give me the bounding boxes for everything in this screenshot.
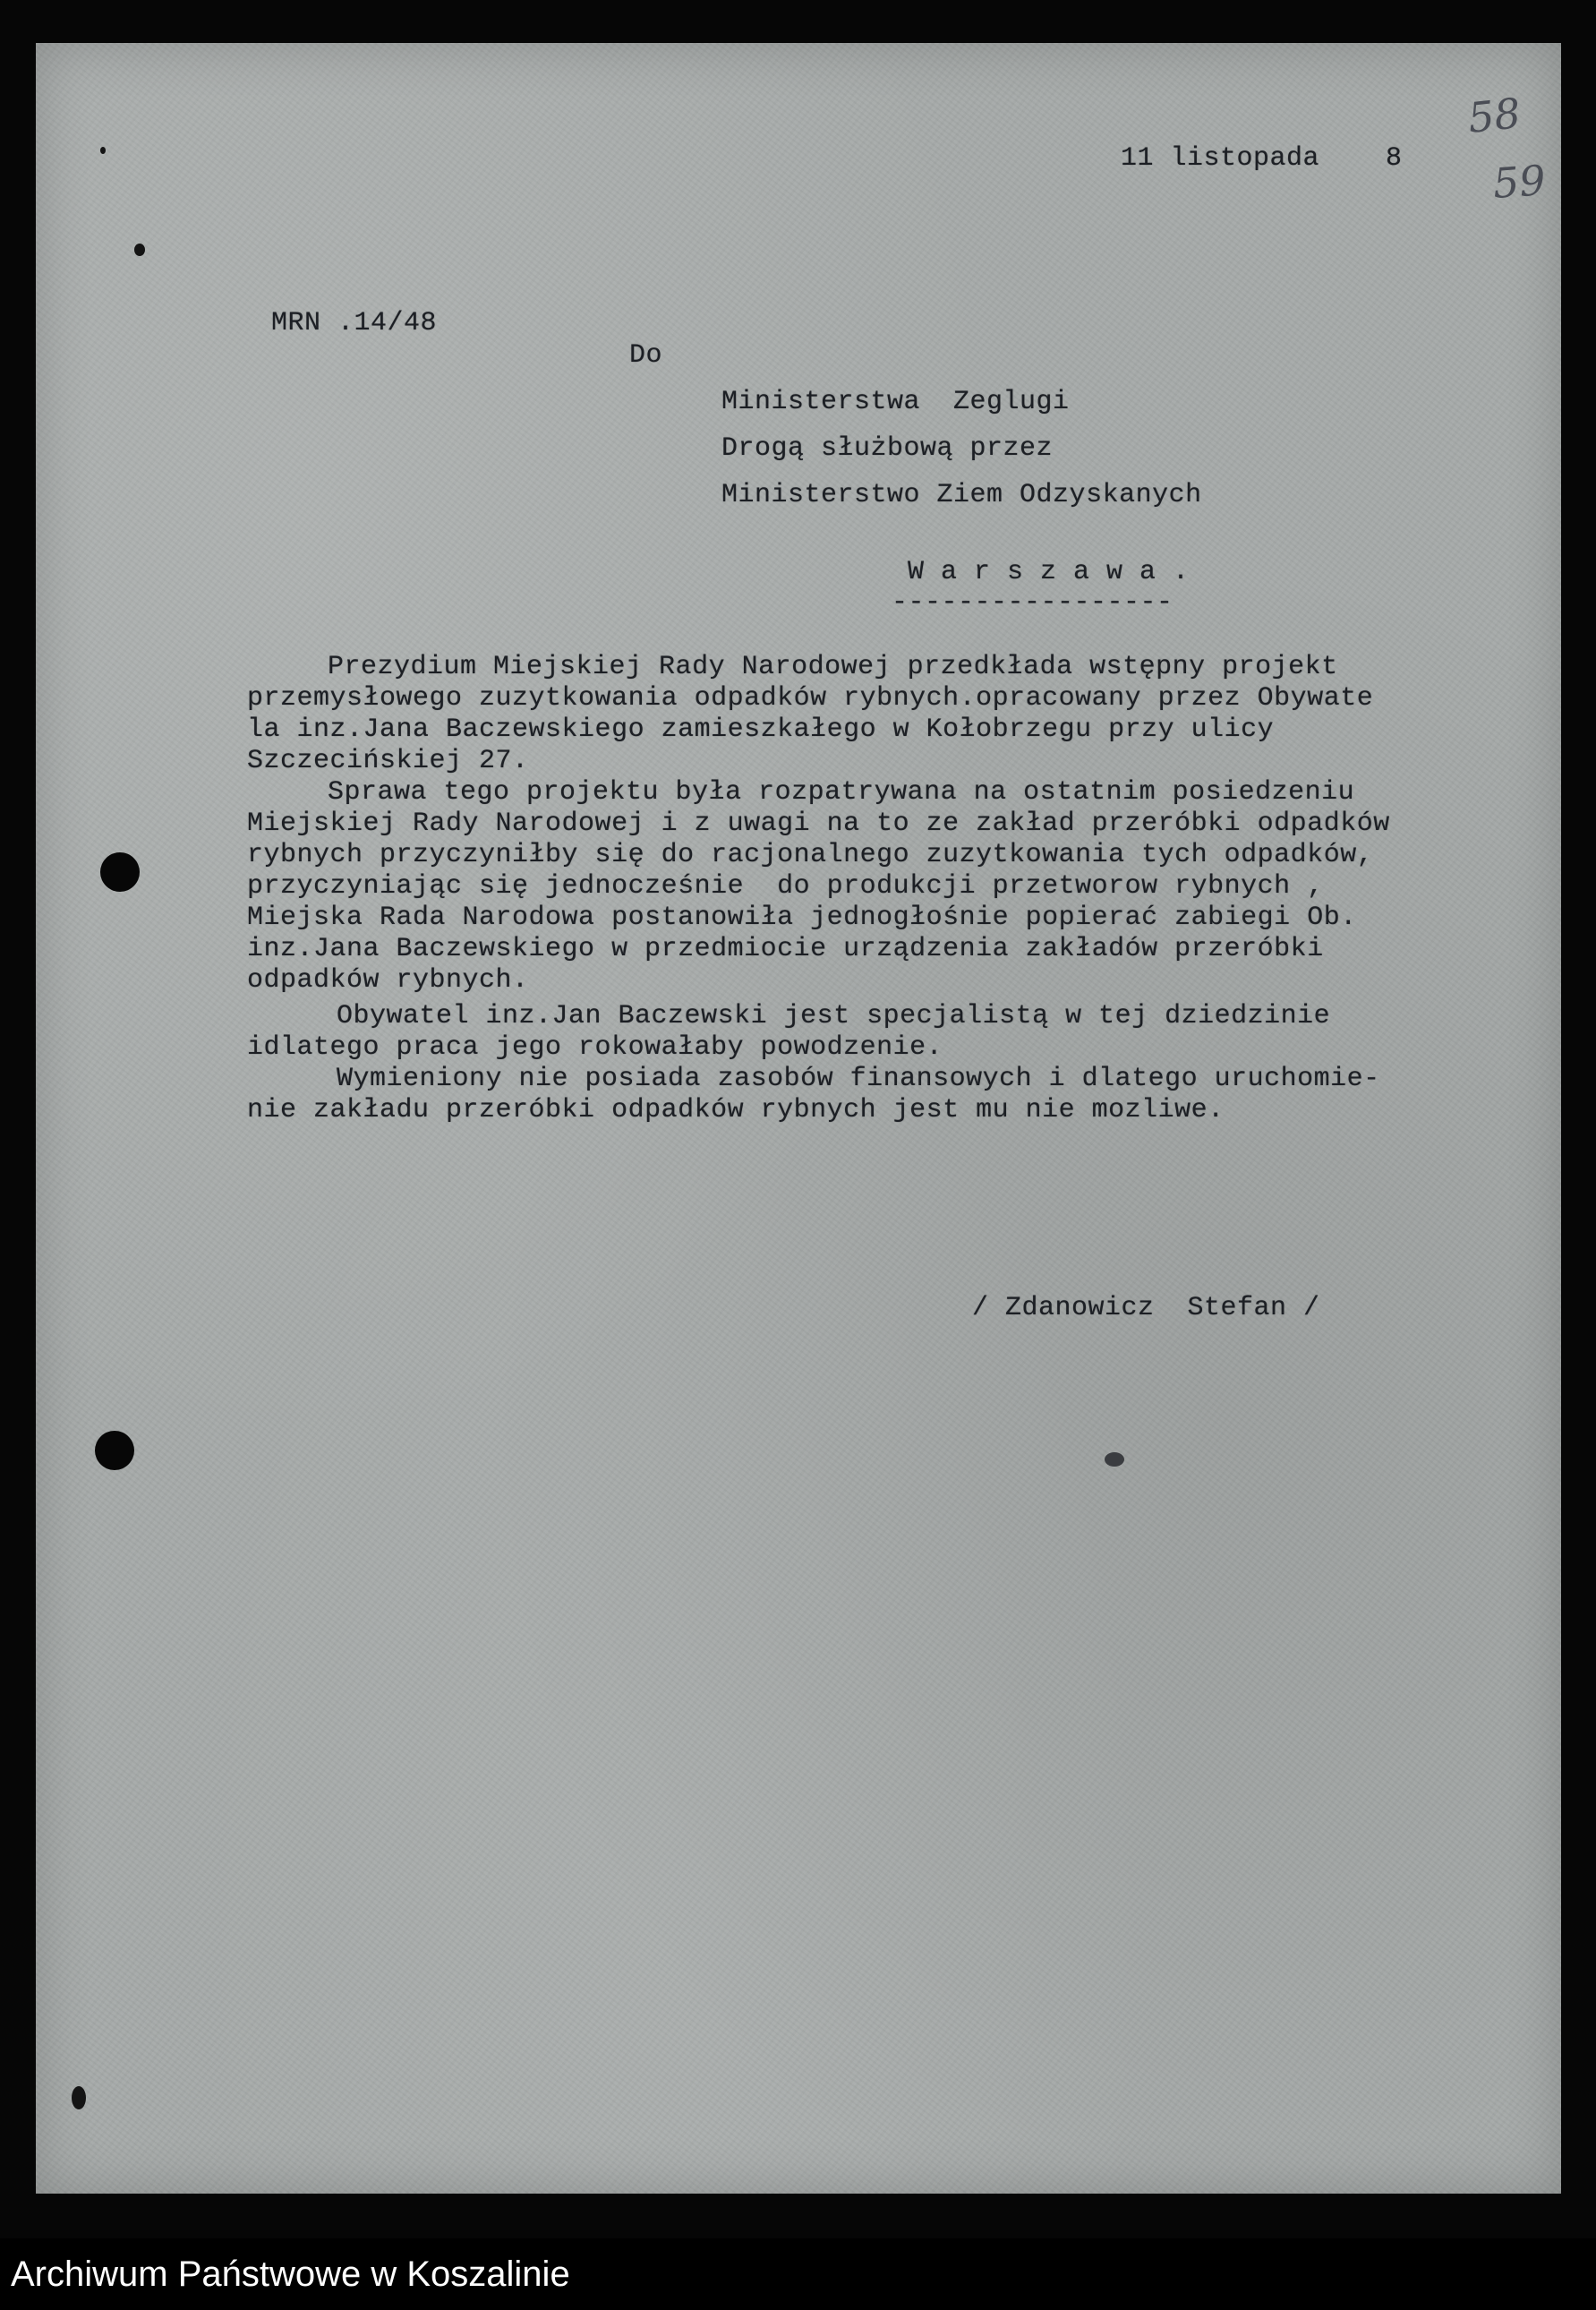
paper-speck	[1105, 1452, 1124, 1467]
body-line: Prezydium Miejskiej Rady Narodowej przedkłada wstępny projekt	[328, 652, 1338, 682]
body-line: nie zakładu przeróbki odpadków rybnych jest mu nie mozliwe.	[247, 1095, 1225, 1125]
body-line: inz.Jana Baczewskiego w przedmiocie urządzenia zakładów przeróbki	[247, 934, 1324, 964]
body-line: przemysłowego zuzytkowania odpadków rybnych.opracowany przez Obywate	[247, 683, 1374, 714]
addressee-line: Ministerstwa Zeglugi	[721, 387, 1070, 417]
body-line: Szczecińskiej 27.	[247, 746, 529, 776]
punch-hole	[95, 1431, 134, 1470]
body-line: Obywatel inz.Jan Baczewski jest specjalistą w tej dziedzinie	[337, 1001, 1331, 1031]
salutation: Do	[629, 340, 663, 371]
city-underline: -----------------	[892, 587, 1174, 618]
body-line: przyczyniając się jednocześnie do produkcji przetworow rybnych ,	[247, 871, 1324, 902]
addressee-line: Ministerstwo Ziem Odzyskanych	[721, 480, 1202, 510]
signature: / Zdanowicz Stefan /	[972, 1293, 1320, 1323]
body-line: odpadków rybnych.	[247, 965, 529, 996]
paper-speck	[134, 244, 145, 256]
page-number-handwritten: 59	[1491, 156, 1548, 208]
archive-name: Archiwum Państwowe w Koszalinie	[11, 2254, 570, 2294]
paper-speck	[100, 147, 106, 154]
body-line: Miejskiej Rady Narodowej i z uwagi na to ze zakład przeróbki odpadków	[247, 808, 1390, 839]
page-number-handwritten: 58	[1465, 89, 1523, 142]
paper-speck	[72, 2086, 86, 2109]
body-line: Wymieniony nie posiada zasobów finansowych i dlatego uruchomie-	[337, 1064, 1380, 1094]
body-line: Sprawa tego projektu była rozpatrywana na ostatnim posiedzeniu	[328, 777, 1355, 808]
archive-footer	[0, 2238, 1596, 2310]
punch-hole	[100, 852, 140, 892]
addressee-city: W a r s z a w a .	[908, 557, 1190, 587]
document-date: 11 listopada 8	[1121, 143, 1403, 174]
body-line: idlatego praca jego rokowałaby powodzenie.	[247, 1032, 943, 1063]
body-line: rybnych przyczyniłby się do racjonalnego zuzytkowania tych odpadków,	[247, 840, 1374, 870]
addressee-line: Drogą służbową przez	[721, 433, 1054, 464]
body-line: la inz.Jana Baczewskiego zamieszkałego w Kołobrzegu przy ulicy	[247, 714, 1275, 745]
reference-number: MRN .14/48	[271, 308, 438, 338]
body-line: Miejska Rada Narodowa postanowiła jednogłośnie popierać zabiegi Ob.	[247, 903, 1357, 933]
